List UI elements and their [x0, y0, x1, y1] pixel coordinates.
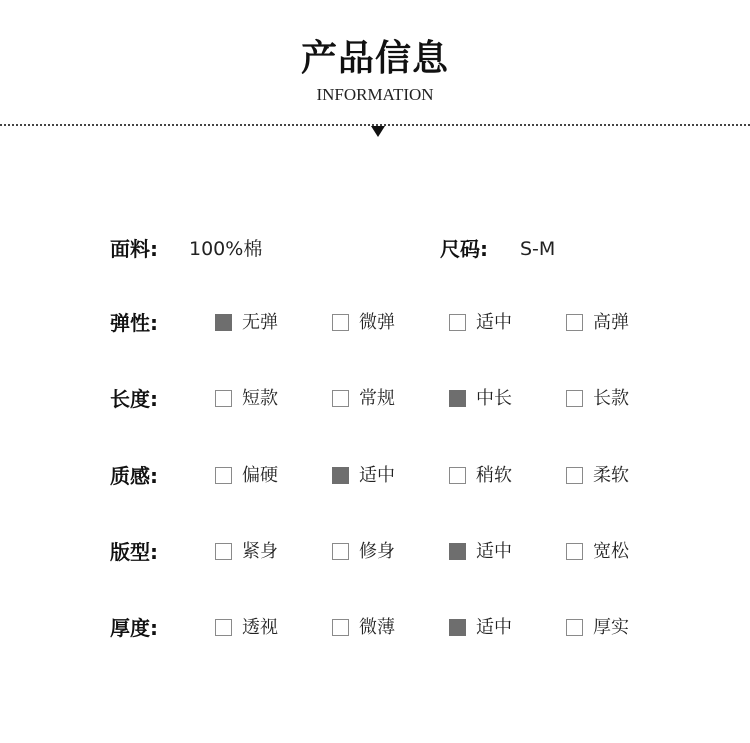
checked-box-icon[interactable] [332, 467, 349, 484]
checkbox-icon[interactable] [566, 390, 583, 407]
page-subtitle: INFORMATION [316, 85, 434, 104]
down-triangle-icon [371, 126, 385, 137]
option-label: 高弹 [593, 312, 629, 333]
option-label: 宽松 [593, 541, 629, 562]
thickness-row [0, 608, 750, 648]
page-title: 产品信息 [300, 38, 449, 79]
option-label: 适中 [476, 312, 512, 333]
basic-info-row [0, 229, 750, 269]
checkbox-icon[interactable] [449, 467, 466, 484]
size-value: S-M [520, 238, 556, 260]
option-label: 透视 [242, 617, 278, 638]
fabric-value: 100%棉 [189, 238, 263, 260]
option-label: 柔软 [593, 465, 629, 486]
checkbox-icon[interactable] [566, 619, 583, 636]
fit-row [0, 532, 750, 572]
checkbox-icon[interactable] [215, 543, 232, 560]
option-label: 厚实 [593, 617, 629, 638]
option-label: 偏硬 [242, 465, 278, 486]
option-label: 紧身 [242, 541, 278, 562]
option-label: 微薄 [359, 617, 395, 638]
option-label: 稍软 [476, 465, 512, 486]
texture-row [0, 456, 750, 496]
checkbox-icon[interactable] [566, 314, 583, 331]
option-label: 中长 [476, 388, 512, 409]
fabric-label: 面料: [110, 237, 158, 261]
option-label: 短款 [242, 388, 278, 409]
checked-box-icon[interactable] [449, 390, 466, 407]
option-label: 常规 [359, 388, 395, 409]
checkbox-icon[interactable] [215, 390, 232, 407]
option-label: 适中 [476, 541, 512, 562]
option-label: 适中 [476, 617, 512, 638]
fit-label: 版型: [110, 540, 158, 564]
option-label: 无弹 [242, 312, 278, 333]
option-label: 适中 [359, 465, 395, 486]
option-label: 修身 [359, 541, 395, 562]
checked-box-icon[interactable] [215, 314, 232, 331]
thickness-label: 厚度: [110, 616, 158, 640]
checkbox-icon[interactable] [215, 619, 232, 636]
checkbox-icon[interactable] [332, 390, 349, 407]
elasticity-row [0, 303, 750, 343]
checkbox-icon[interactable] [332, 619, 349, 636]
option-label: 长款 [593, 388, 629, 409]
checkbox-icon[interactable] [332, 543, 349, 560]
checkbox-icon[interactable] [215, 467, 232, 484]
checkbox-icon[interactable] [566, 467, 583, 484]
checkbox-icon[interactable] [449, 314, 466, 331]
option-label: 微弹 [359, 312, 395, 333]
checkbox-icon[interactable] [332, 314, 349, 331]
checked-box-icon[interactable] [449, 543, 466, 560]
length-label: 长度: [110, 387, 158, 411]
checkbox-icon[interactable] [566, 543, 583, 560]
checked-box-icon[interactable] [449, 619, 466, 636]
texture-label: 质感: [110, 464, 158, 488]
length-row [0, 379, 750, 419]
size-label: 尺码: [440, 237, 488, 261]
elasticity-label: 弹性: [110, 311, 158, 335]
